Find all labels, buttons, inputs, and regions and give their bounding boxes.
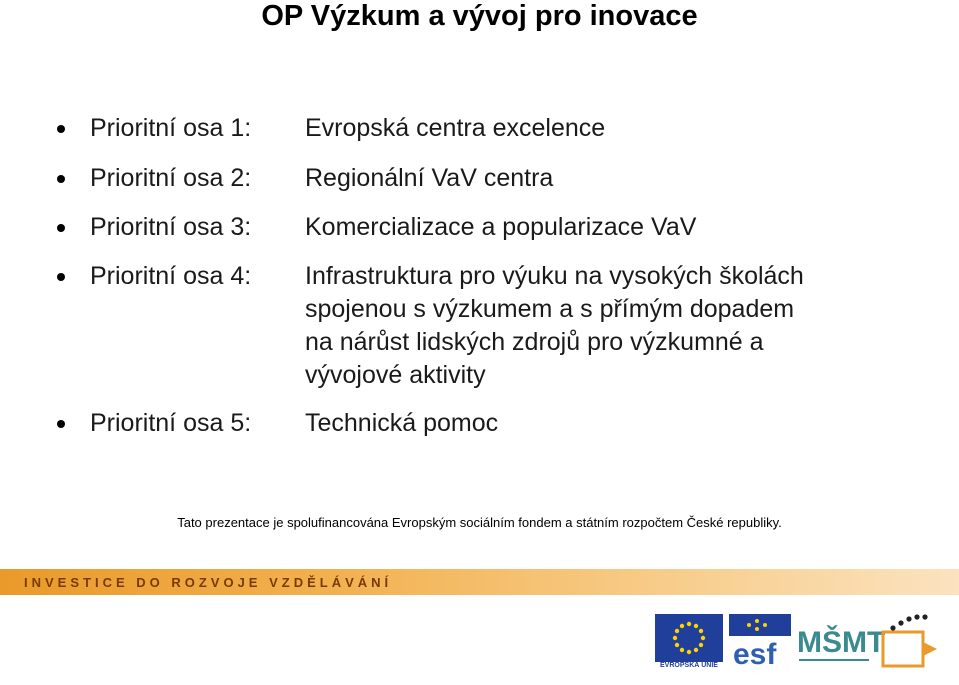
op-vavpi-logo-icon [877, 612, 943, 672]
banner-text: INVESTICE DO ROZVOJE VZDĚLÁVÁNÍ [24, 575, 393, 590]
esf-logo-icon [729, 614, 791, 670]
axis-description: Technická pomoc [305, 409, 499, 437]
msmt-logo-icon [795, 612, 886, 672]
axis-label: Prioritní osa 3: [90, 213, 252, 241]
bullet-dot-icon [57, 125, 65, 133]
axis-label: Prioritní osa 5: [90, 409, 252, 437]
axis-label: Prioritní osa 1: [90, 114, 252, 142]
eu-caption: EVROPSKÁ UNIE [660, 662, 718, 669]
axis-label: Prioritní osa 2: [90, 164, 252, 192]
eu-flag-icon [655, 614, 723, 662]
bullet-dot-icon [57, 273, 65, 281]
bullet-dot-icon [57, 175, 65, 183]
msmt-logo-text: MŠMT [797, 626, 886, 659]
funding-note: Tato prezentace je spolufinancována Evropským sociálním fondem a státním rozpočtem České republiky. [177, 515, 782, 530]
bullet-dot-icon [57, 420, 65, 428]
banner-band [0, 569, 959, 595]
bullet-dot-icon [57, 224, 65, 232]
axis-label: Prioritní osa 4: [90, 262, 252, 290]
esf-logo-text: esf [733, 638, 777, 671]
page-title: OP Výzkum a vývoj pro inovace [261, 0, 698, 32]
axis-description: Regionální VaV centra [305, 164, 554, 192]
axis-description: Evropská centra excelence [305, 114, 606, 142]
logo-strip [655, 612, 945, 674]
axis-description: Infrastruktura pro výuku na vysokých školách spojenou s výzkumem a s přímým dopadem na nárůst lidských zdrojů pro výzkumné a vývojové aktivity [305, 262, 804, 389]
axis-description: Komercializace a popularizace VaV [305, 213, 697, 241]
